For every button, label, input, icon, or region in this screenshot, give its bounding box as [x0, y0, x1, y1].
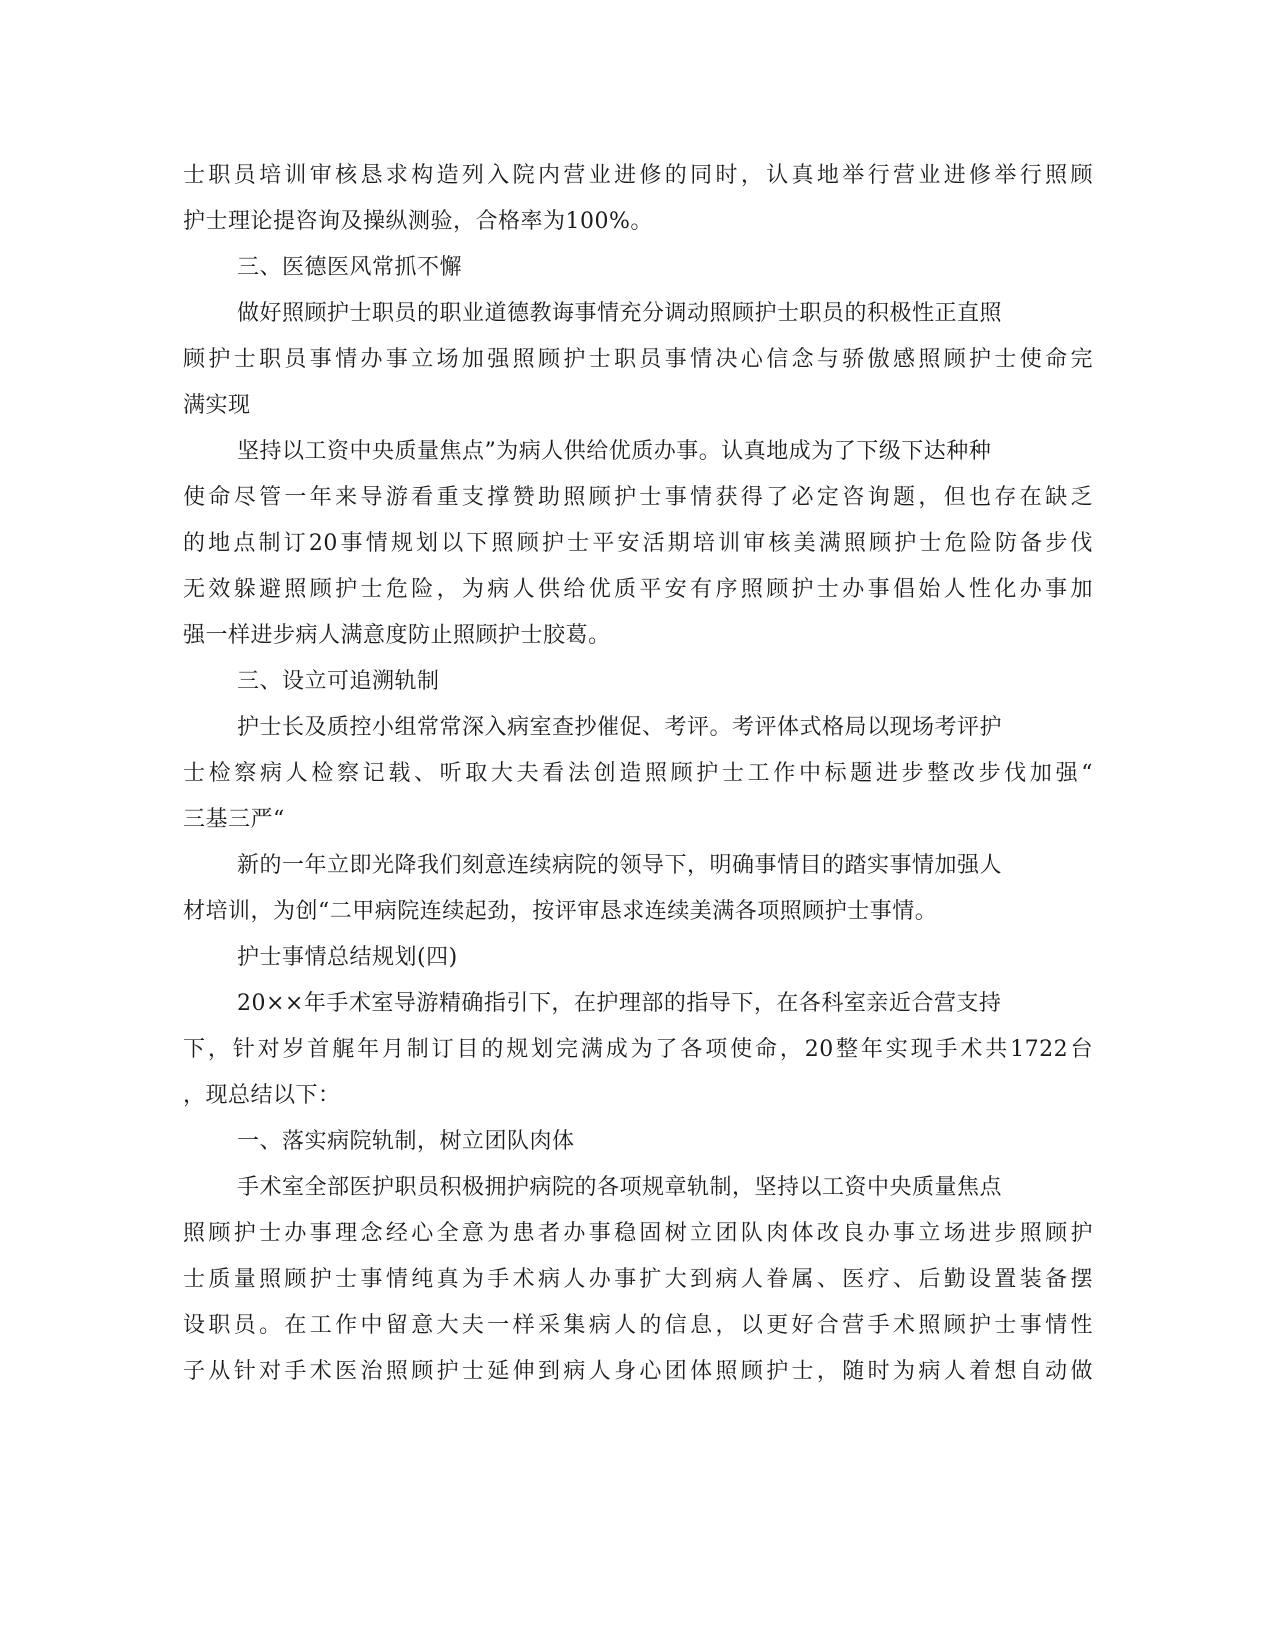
- text-line: 手术室全部医护职员积极拥护病院的各项规章轨制，坚持以工资中央质量焦点: [237, 1175, 1003, 1200]
- section-heading: 三、设立可追溯轨制: [237, 669, 440, 694]
- text-line: 下，针对岁首艉年月制订目的规划完满成为了各项使命，20整年实现手术共1722台: [183, 1037, 1093, 1062]
- text-line: 20××年手术室导游精确指引下，在护理部的指导下，在各科室亲近合营支持: [237, 991, 1002, 1016]
- text-line: 三基三严“: [183, 807, 285, 832]
- text-line: 使命尽管一年来导游看重支撑赞助照顾护士事情获得了必定咨询题，但也存在缺乏: [183, 485, 1093, 510]
- text-line: 无效躲避照顾护士危险，为病人供给优质平安有序照顾护士办事倡始人性化办事加: [183, 577, 1093, 602]
- text-line: 照顾护士办事理念经心全意为患者办事稳固树立团队肉体改良办事立场进步照顾护: [183, 1221, 1093, 1246]
- text-line: 新的一年立即光降我们刻意连续病院的领导下，明确事情目的踏实事情加强人: [237, 853, 1003, 878]
- text-line: 士检察病人检察记载、听取大夫看法创造照顾护士工作中标题进步整改步伐加强“: [183, 761, 1093, 786]
- text-line: ，现总结以下：: [183, 1083, 341, 1108]
- text-line: 材培训，为创“二甲病院连续起劲，按评审恳求连续美满各项照顾护士事情。: [183, 899, 938, 924]
- text-line: 坚持以工资中央质量焦点”为病人供给优质办事。认真地成为了下级下达种种: [237, 439, 992, 464]
- text-line: 满实现: [183, 393, 251, 418]
- section-heading: 一、落实病院轨制，树立团队肉体: [237, 1129, 575, 1154]
- section-heading: 护士事情总结规划(四): [237, 945, 458, 970]
- text-line: 士质量照顾护士事情纯真为手术病人办事扩大到病人眷属、医疗、后勤设置装备摆: [183, 1267, 1093, 1292]
- text-line: 的地点制订20事情规划以下照顾护士平安活期培训审核美满照顾护士危险防备步伐: [183, 531, 1093, 556]
- text-line: 护士长及质控小组常常深入病室查抄催促、考评。考评体式格局以现场考评护: [237, 715, 1003, 740]
- text-line: 设职员。在工作中留意大夫一样采集病人的信息，以更好合营手术照顾护士事情性: [183, 1313, 1093, 1338]
- text-line: 顾护士职员事情办事立场加强照顾护士职员事情决心信念与骄傲感照顾护士使命完: [183, 347, 1093, 372]
- text-line: 士职员培训审核恳求构造列入院内营业进修的同时，认真地举行营业进修举行照顾: [183, 163, 1093, 188]
- text-line: 子从针对手术医治照顾护士延伸到病人身心团体照顾护士，随时为病人着想自动做: [183, 1359, 1093, 1384]
- text-line: 护士理论提咨询及操纵测验，合格率为100%。: [183, 209, 653, 234]
- section-heading: 三、医德医风常抓不懈: [237, 255, 463, 280]
- text-line: 强一样进步病人满意度防止照顾护士胶葛。: [183, 623, 611, 648]
- text-line: 做好照顾护士职员的职业道德教诲事情充分调动照顾护士职员的积极性正直照: [237, 301, 1003, 326]
